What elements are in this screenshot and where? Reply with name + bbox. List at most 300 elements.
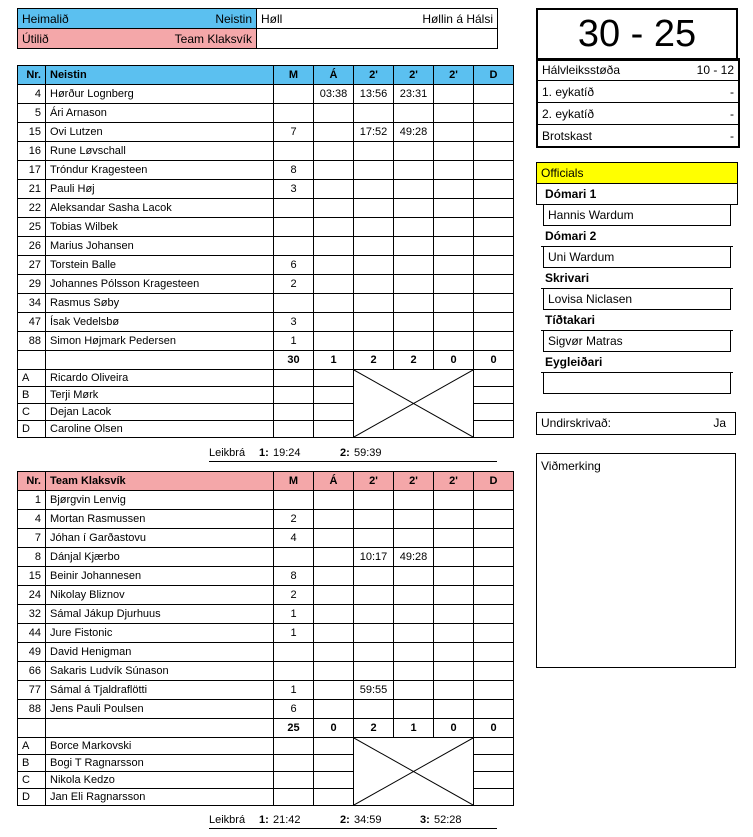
suspension-2-cell <box>394 681 434 700</box>
suspension-3-cell <box>434 700 474 719</box>
player-row <box>18 85 514 104</box>
warning-cell <box>314 662 354 681</box>
col-2min-2: 2' <box>394 472 434 491</box>
player-name: Jens Pauli Poulsen <box>46 700 274 719</box>
leikbra-t1-label: 1: <box>259 447 269 459</box>
official-cell <box>474 789 514 806</box>
leikbra-t1-label: 1: <box>259 814 269 826</box>
official-name: Jan Eli Ragnarsson <box>46 789 274 806</box>
goals-cell: 2 <box>274 510 314 529</box>
leikbra-t2-label: 2: <box>340 814 350 826</box>
suspension-3-cell <box>434 643 474 662</box>
col-m: M <box>274 472 314 491</box>
official-name: Hannis Wardum <box>543 205 731 226</box>
suspension-3-cell <box>434 218 474 237</box>
official-cell <box>314 404 354 421</box>
goals-cell: 6 <box>274 256 314 275</box>
home-label: Heimalið <box>22 11 69 26</box>
official-cell <box>314 738 354 755</box>
goals-cell <box>274 218 314 237</box>
home-table-header <box>18 66 514 85</box>
suspension-2-cell <box>394 218 434 237</box>
suspension-3-cell <box>434 104 474 123</box>
disqualification-cell <box>474 332 514 351</box>
official-cell <box>314 789 354 806</box>
suspension-2-cell <box>394 586 434 605</box>
info-row <box>537 125 739 148</box>
disqualification-cell <box>474 529 514 548</box>
col-a: Á <box>314 66 354 85</box>
warning-cell <box>314 510 354 529</box>
crossed-box <box>354 370 474 438</box>
suspension-1-cell <box>354 605 394 624</box>
player-row <box>18 142 514 161</box>
player-number: 1 <box>18 491 46 510</box>
totals-empty <box>18 719 46 738</box>
disqualification-cell <box>474 256 514 275</box>
suspension-1-cell <box>354 180 394 199</box>
home-players-table <box>17 65 514 438</box>
info-label: Brotskast <box>537 125 677 148</box>
suspension-3-cell <box>434 529 474 548</box>
player-row <box>18 313 514 332</box>
leikbra-t1-value: 21:42 <box>273 814 301 826</box>
player-row <box>18 104 514 123</box>
suspension-2-cell <box>394 180 434 199</box>
suspension-1-cell: 13:56 <box>354 85 394 104</box>
player-name: Jóhan í Garðastovu <box>46 529 274 548</box>
goals-cell <box>274 548 314 567</box>
cross-mark-icon <box>354 738 473 805</box>
away-label: Útilið <box>22 31 49 46</box>
official-name: Borce Markovski <box>46 738 274 755</box>
disqualification-cell <box>474 313 514 332</box>
official-cell <box>474 421 514 438</box>
player-row <box>18 237 514 256</box>
player-number: 15 <box>18 123 46 142</box>
leikbra-t3-value: 52:28 <box>434 814 462 826</box>
col-a: Á <box>314 472 354 491</box>
suspension-3-cell <box>434 586 474 605</box>
col-nr: Nr. <box>18 66 46 85</box>
player-name: Ovi Lutzen <box>46 123 274 142</box>
player-name: Sámal á Tjaldraflötti <box>46 681 274 700</box>
suspension-2-cell <box>394 104 434 123</box>
player-row <box>18 332 514 351</box>
disqualification-cell <box>474 491 514 510</box>
info-value: - <box>677 81 739 103</box>
suspension-3-cell <box>434 313 474 332</box>
signed-value: Ja <box>713 416 726 430</box>
warning-cell <box>314 180 354 199</box>
suspension-3-cell <box>434 681 474 700</box>
col-2min-3: 2' <box>434 472 474 491</box>
totals-row <box>18 351 514 370</box>
player-row <box>18 643 514 662</box>
player-number: 34 <box>18 294 46 313</box>
player-number: 88 <box>18 700 46 719</box>
away-team-cell <box>18 29 257 49</box>
info-row <box>537 81 739 103</box>
player-name: Torstein Balle <box>46 256 274 275</box>
suspension-3-cell <box>434 237 474 256</box>
goals-cell: 4 <box>274 529 314 548</box>
disqualification-cell <box>474 567 514 586</box>
player-number: 26 <box>18 237 46 256</box>
total-susp-2: 2 <box>394 351 434 370</box>
disqualification-cell <box>474 180 514 199</box>
player-row <box>18 180 514 199</box>
goals-cell <box>274 662 314 681</box>
warning-cell <box>314 567 354 586</box>
official-cell <box>314 772 354 789</box>
home-team-name: Neistin <box>215 11 252 26</box>
goals-cell: 6 <box>274 700 314 719</box>
suspension-2-cell <box>394 332 434 351</box>
suspension-1-cell <box>354 586 394 605</box>
leikbra-label: Leikbrá <box>209 447 246 459</box>
suspension-2-cell: 49:28 <box>394 548 434 567</box>
disqualification-cell <box>474 548 514 567</box>
disqualification-cell <box>474 237 514 256</box>
player-name: Marius Johansen <box>46 237 274 256</box>
goals-cell <box>274 104 314 123</box>
official-name: Lovisa Niclasen <box>543 289 731 310</box>
suspension-2-cell <box>394 510 434 529</box>
total-susp-3: 0 <box>434 719 474 738</box>
player-row <box>18 491 514 510</box>
player-row <box>18 567 514 586</box>
warning-cell <box>314 218 354 237</box>
col-team: Neistin <box>46 66 274 85</box>
suspension-2-cell <box>394 313 434 332</box>
info-value: - <box>677 125 739 148</box>
goals-cell <box>274 294 314 313</box>
suspension-2-cell: 23:31 <box>394 85 434 104</box>
player-number: 66 <box>18 662 46 681</box>
official-cell <box>314 387 354 404</box>
suspension-1-cell: 10:17 <box>354 548 394 567</box>
team-official-row <box>18 738 514 755</box>
player-number: 29 <box>18 275 46 294</box>
official-cell <box>474 387 514 404</box>
official-name: Dejan Lacok <box>46 404 274 421</box>
player-number: 4 <box>18 85 46 104</box>
official-cell <box>274 738 314 755</box>
suspension-3-cell <box>434 567 474 586</box>
suspension-1-cell <box>354 510 394 529</box>
suspension-1-cell <box>354 332 394 351</box>
suspension-2-cell <box>394 237 434 256</box>
player-name: Aleksandar Sasha Lacok <box>46 199 274 218</box>
total-goals: 25 <box>274 719 314 738</box>
col-team: Team Klaksvík <box>46 472 274 491</box>
player-name: Sámal Jákup Djurhuus <box>46 605 274 624</box>
goals-cell: 1 <box>274 681 314 700</box>
suspension-2-cell <box>394 605 434 624</box>
suspension-3-cell <box>434 161 474 180</box>
total-susp-1: 2 <box>354 351 394 370</box>
official-role: Eygleiðari <box>541 352 733 373</box>
official-cell <box>274 755 314 772</box>
home-team-cell <box>18 9 257 29</box>
suspension-2-cell <box>394 491 434 510</box>
official-role: Skrivari <box>541 268 733 289</box>
official-cell <box>314 370 354 387</box>
team-official-row <box>18 370 514 387</box>
total-disq: 0 <box>474 351 514 370</box>
suspension-2-cell <box>394 624 434 643</box>
suspension-1-cell <box>354 218 394 237</box>
info-row <box>537 103 739 125</box>
player-row <box>18 662 514 681</box>
total-disq: 0 <box>474 719 514 738</box>
suspension-1-cell <box>354 643 394 662</box>
player-number: 16 <box>18 142 46 161</box>
suspension-3-cell <box>434 491 474 510</box>
player-row <box>18 199 514 218</box>
warning-cell <box>314 605 354 624</box>
player-row <box>18 275 514 294</box>
official-name: Sigvør Matras <box>543 331 731 352</box>
player-number: 47 <box>18 313 46 332</box>
official-name: Nikola Kedzo <box>46 772 274 789</box>
goals-cell <box>274 85 314 104</box>
official-cell <box>274 789 314 806</box>
disqualification-cell <box>474 624 514 643</box>
total-susp-1: 2 <box>354 719 394 738</box>
official-name: Terji Mørk <box>46 387 274 404</box>
suspension-1-cell <box>354 313 394 332</box>
col-nr: Nr. <box>18 472 46 491</box>
suspension-2-cell <box>394 142 434 161</box>
player-number: 7 <box>18 529 46 548</box>
player-name: Jure Fistonic <box>46 624 274 643</box>
player-row <box>18 529 514 548</box>
warning-cell <box>314 142 354 161</box>
player-name: Tróndur Kragesteen <box>46 161 274 180</box>
player-row <box>18 256 514 275</box>
player-number: 8 <box>18 548 46 567</box>
suspension-1-cell <box>354 275 394 294</box>
disqualification-cell <box>474 199 514 218</box>
total-susp-3: 0 <box>434 351 474 370</box>
leikbra-t3-label: 3: <box>420 814 430 826</box>
player-row <box>18 624 514 643</box>
official-name: Ricardo Oliveira <box>46 370 274 387</box>
info-row <box>537 59 739 81</box>
officials-title: Officials <box>537 163 737 184</box>
goals-cell: 2 <box>274 586 314 605</box>
player-number: 32 <box>18 605 46 624</box>
warning-cell <box>314 256 354 275</box>
info-label: 2. eykatíð <box>537 103 677 125</box>
suspension-2-cell <box>394 256 434 275</box>
suspension-3-cell <box>434 605 474 624</box>
suspension-1-cell: 59:55 <box>354 681 394 700</box>
home-leikbra <box>17 446 497 462</box>
info-value: 10 - 12 <box>677 59 739 81</box>
player-row <box>18 700 514 719</box>
player-name: Simon Højmark Pedersen <box>46 332 274 351</box>
suspension-2-cell: 49:28 <box>394 123 434 142</box>
final-score: 30 - 25 <box>536 8 738 61</box>
info-label: 1. eykatíð <box>537 81 677 103</box>
away-players-table <box>17 471 514 806</box>
warning-cell <box>314 332 354 351</box>
warning-cell <box>314 313 354 332</box>
crossed-box <box>354 738 474 806</box>
official-cell <box>474 738 514 755</box>
disqualification-cell <box>474 605 514 624</box>
officials-panel <box>536 162 738 369</box>
disqualification-cell <box>474 161 514 180</box>
totals-empty <box>46 351 274 370</box>
goals-cell <box>274 491 314 510</box>
player-number: 27 <box>18 256 46 275</box>
player-name: Tobias Wilbek <box>46 218 274 237</box>
totals-empty <box>46 719 274 738</box>
official-role: Tíðtakari <box>541 310 733 331</box>
suspension-3-cell <box>434 510 474 529</box>
suspension-1-cell <box>354 104 394 123</box>
total-warnings: 0 <box>314 719 354 738</box>
player-number: 4 <box>18 510 46 529</box>
official-cell <box>274 387 314 404</box>
player-row <box>18 294 514 313</box>
suspension-2-cell <box>394 643 434 662</box>
suspension-1-cell <box>354 294 394 313</box>
player-number: 21 <box>18 180 46 199</box>
leikbra-label: Leikbrá <box>209 814 246 826</box>
match-header <box>17 8 498 49</box>
suspension-3-cell <box>434 662 474 681</box>
official-cell <box>314 421 354 438</box>
player-name: Beinir Johannesen <box>46 567 274 586</box>
player-number: 5 <box>18 104 46 123</box>
leikbra-t1-value: 19:24 <box>273 447 301 459</box>
warning-cell <box>314 237 354 256</box>
suspension-2-cell <box>394 294 434 313</box>
official-letter: C <box>18 404 46 421</box>
player-name: Ári Arnason <box>46 104 274 123</box>
col-2min-2: 2' <box>394 66 434 85</box>
away-leikbra <box>17 813 497 829</box>
venue-name: Høllin á Hálsi <box>422 11 493 26</box>
goals-cell: 3 <box>274 313 314 332</box>
leikbra-t2-value: 34:59 <box>354 814 382 826</box>
player-name: Rasmus Søby <box>46 294 274 313</box>
goals-cell <box>274 199 314 218</box>
suspension-2-cell <box>394 529 434 548</box>
player-name: Sakaris Ludvík Súnason <box>46 662 274 681</box>
warning-cell <box>314 681 354 700</box>
disqualification-cell <box>474 142 514 161</box>
player-number: 24 <box>18 586 46 605</box>
suspension-1-cell <box>354 700 394 719</box>
suspension-2-cell <box>394 567 434 586</box>
total-susp-2: 1 <box>394 719 434 738</box>
disqualification-cell <box>474 681 514 700</box>
official-cell <box>274 421 314 438</box>
goals-cell: 8 <box>274 567 314 586</box>
totals-empty <box>18 351 46 370</box>
suspension-1-cell: 17:52 <box>354 123 394 142</box>
player-row <box>18 123 514 142</box>
player-row <box>18 605 514 624</box>
warning-cell <box>314 586 354 605</box>
official-cell <box>474 404 514 421</box>
player-row <box>18 548 514 567</box>
suspension-1-cell <box>354 256 394 275</box>
official-cell <box>474 370 514 387</box>
goals-cell: 8 <box>274 161 314 180</box>
player-name: David Henigman <box>46 643 274 662</box>
official-letter: D <box>18 789 46 806</box>
official-cell <box>474 772 514 789</box>
goals-cell: 2 <box>274 275 314 294</box>
warning-cell <box>314 294 354 313</box>
warning-cell <box>314 548 354 567</box>
official-letter: D <box>18 421 46 438</box>
away-team-name: Team Klaksvík <box>174 31 252 46</box>
player-row <box>18 218 514 237</box>
col-2min-1: 2' <box>354 472 394 491</box>
goals-cell: 1 <box>274 605 314 624</box>
remark-box <box>536 453 736 668</box>
suspension-1-cell <box>354 491 394 510</box>
suspension-2-cell <box>394 161 434 180</box>
info-label: Hálvleiksstøða <box>537 59 677 81</box>
warning-cell <box>314 529 354 548</box>
official-letter: B <box>18 755 46 772</box>
venue-short: Høll <box>261 11 283 26</box>
score-info-table <box>536 58 740 148</box>
disqualification-cell <box>474 643 514 662</box>
warning-cell <box>314 104 354 123</box>
col-2min-3: 2' <box>434 66 474 85</box>
suspension-3-cell <box>434 332 474 351</box>
warning-cell <box>314 491 354 510</box>
goals-cell <box>274 643 314 662</box>
away-table-header <box>18 472 514 491</box>
player-name: Mortan Rasmussen <box>46 510 274 529</box>
goals-cell: 1 <box>274 624 314 643</box>
disqualification-cell <box>474 85 514 104</box>
disqualification-cell <box>474 294 514 313</box>
official-cell <box>274 772 314 789</box>
goals-cell: 1 <box>274 332 314 351</box>
warning-cell <box>314 643 354 662</box>
suspension-2-cell <box>394 700 434 719</box>
player-name: Nikolay Bliznov <box>46 586 274 605</box>
suspension-1-cell <box>354 161 394 180</box>
warning-cell <box>314 275 354 294</box>
col-d: D <box>474 66 514 85</box>
goals-cell: 3 <box>274 180 314 199</box>
suspension-1-cell <box>354 529 394 548</box>
official-name: Uni Wardum <box>543 247 731 268</box>
suspension-2-cell <box>394 275 434 294</box>
player-row <box>18 510 514 529</box>
player-name: Ísak Vedelsbø <box>46 313 274 332</box>
leikbra-t2-label: 2: <box>340 447 350 459</box>
player-name: Johannes Pólsson Kragesteen <box>46 275 274 294</box>
official-cell <box>314 755 354 772</box>
empty-cell <box>257 29 498 49</box>
signed-label: Undirskrivað: <box>541 416 612 430</box>
disqualification-cell <box>474 586 514 605</box>
